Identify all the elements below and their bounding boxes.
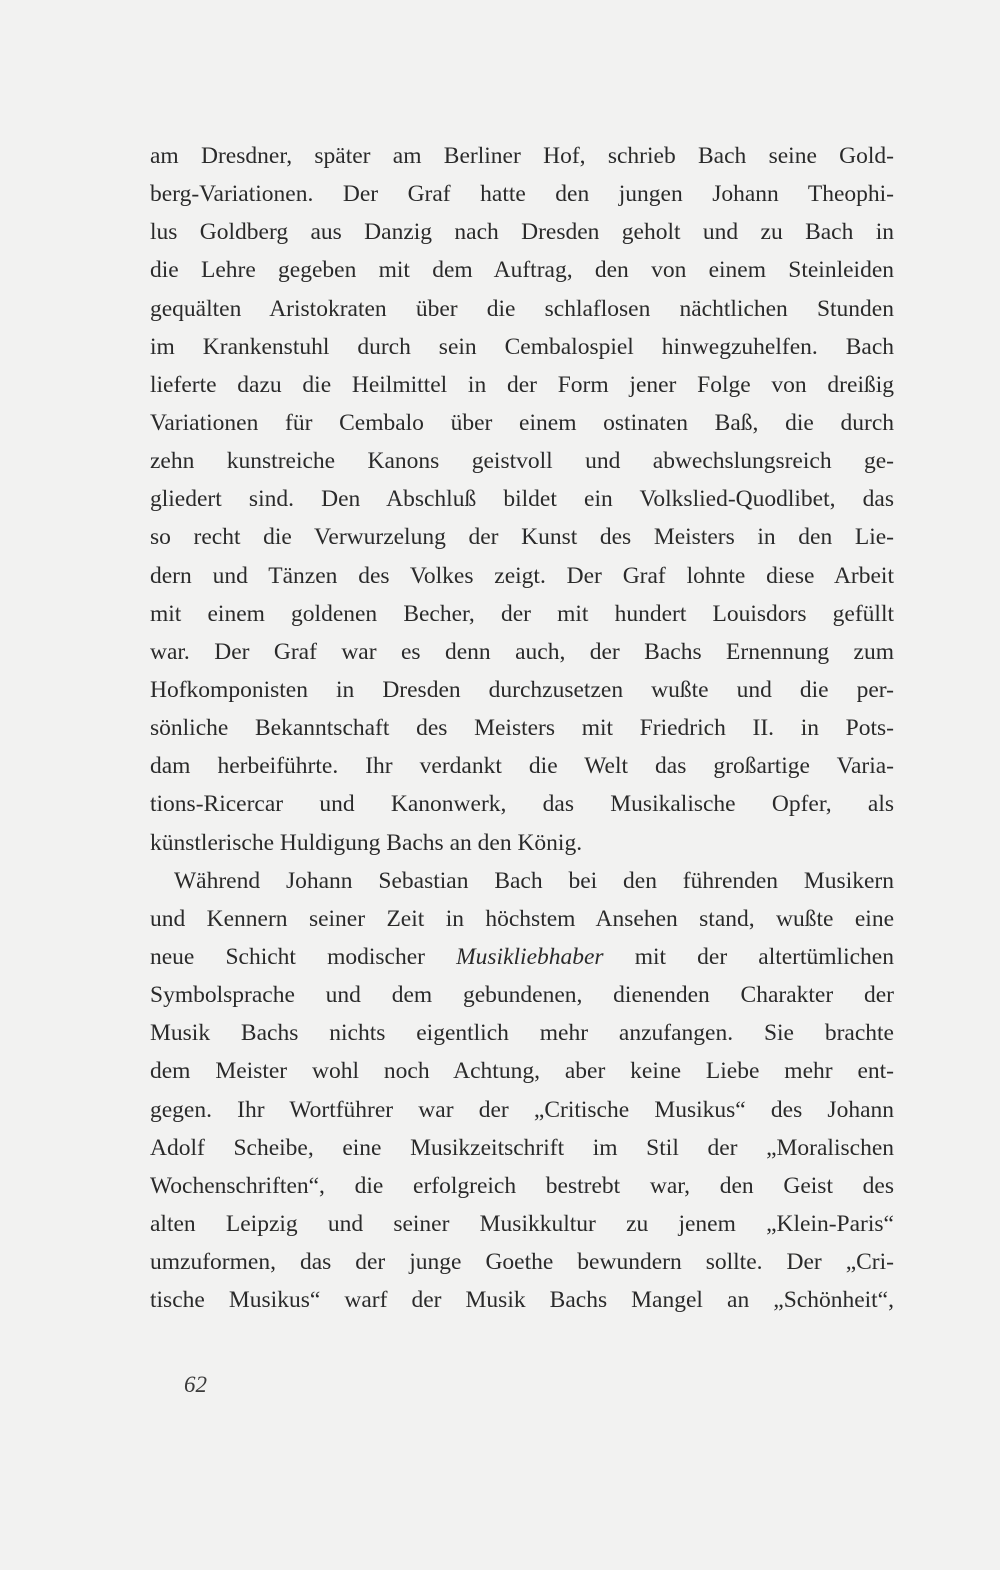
text-line: und Kennern seiner Zeit in höchstem Ansehen stand, wußte eine [150,905,894,932]
text-line: umzuformen, das der junge Goethe bewundern sollte. Der „Cri- [150,1249,894,1276]
text-line: zehn kunstreiche Kanons geistvoll und abwechslungsreich ge- [150,448,894,475]
text-line: gequälten Aristokraten über die schlaflosen nächtlichen Stunden [150,295,894,322]
paragraph [150,862,894,1320]
italic-term: Musikliebhaber [456,943,604,970]
text-line: mit einem goldenen Becher, der mit hundert Louisdors gefüllt [150,600,894,627]
text-line: Symbolsprache und dem gebundenen, dienenden Charakter der [150,982,894,1009]
page-number: 62 [184,1372,207,1397]
text-line: Musik Bachs nichts eigentlich mehr anzufangen. Sie brachte [150,1020,894,1047]
text-line: so recht die Verwurzelung der Kunst des Meisters in den Lie- [150,524,894,551]
text-line: künstlerische Huldigung Bachs an den König. [150,829,583,856]
text-line: im Krankenstuhl durch sein Cembalospiel hinwegzuhelfen. Bach [150,333,894,360]
text-line: sönliche Bekanntschaft des Meisters mit Friedrich II. in Pots- [150,715,894,742]
text-line: Hofkomponisten in Dresden durchzusetzen wußte und die per- [150,676,894,703]
text-line: alten Leipzig und seiner Musikkultur zu jenem „Klein-Paris“ [150,1210,894,1237]
text-line: Adolf Scheibe, eine Musikzeitschrift im Stil der „Moralischen [150,1134,894,1161]
text-line: berg-Variationen. Der Graf hatte den jungen Johann Theophi- [150,181,894,208]
text-line: war. Der Graf war es denn auch, der Bachs Ernennung zum [150,638,894,665]
text-line: Variationen für Cembalo über einem ostinaten Baß, die durch [150,409,894,436]
text-line: Während Johann Sebastian Bach bei den führenden Musikern [174,867,894,894]
text-line: am Dresdner, später am Berliner Hof, schrieb Bach seine Gold- [150,143,894,169]
text-line: gliedert sind. Den Abschluß bildet ein Volkslied-Quodlibet, das [150,486,894,513]
text-line: tions-Ricercar und Kanonwerk, das Musikalische Opfer, als [150,791,894,818]
text-line: lus Goldberg aus Danzig nach Dresden geholt und zu Bach in [150,219,894,246]
text-line: dem Meister wohl noch Achtung, aber keine Liebe mehr ent- [150,1058,894,1085]
text-line: gegen. Ihr Wortführer war der „Critische Musikus“ des Johann [150,1096,894,1123]
body-text [150,137,894,1319]
text-line: die Lehre gegeben mit dem Auftrag, den von einem Steinleiden [150,257,894,284]
paragraph [150,137,894,862]
text-line: dern und Tänzen des Volkes zeigt. Der Graf lohnte diese Arbeit [150,562,894,589]
text-line: tische Musikus“ warf der Musik Bachs Mangel an „Schönheit“, [150,1287,894,1314]
text-line: lieferte dazu die Heilmittel in der Form jener Folge von dreißig [150,371,894,398]
text-line: neue Schicht modischer Musikliebhaber mit der altertümlichen [150,943,894,970]
text-line: dam herbeiführte. Ihr verdankt die Welt das großartige Varia- [150,753,894,780]
text-line: Wochenschriften“, die erfolgreich bestrebt war, den Geist des [150,1172,894,1199]
